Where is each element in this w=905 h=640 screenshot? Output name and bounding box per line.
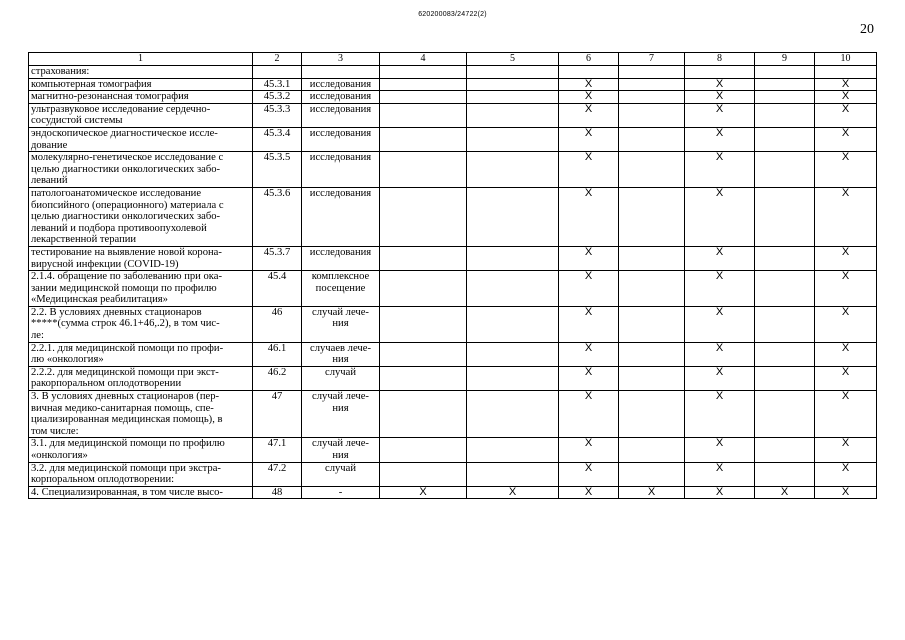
row-label-cell xyxy=(29,342,253,366)
value-cell xyxy=(619,246,685,270)
value-cell xyxy=(619,187,685,246)
value-cell: X xyxy=(559,438,619,462)
cell-text-line: целью диагностики онкологических забо- xyxy=(31,211,221,223)
row-label-cell xyxy=(29,246,253,270)
unit-cell xyxy=(302,152,380,188)
value-cell: X xyxy=(815,462,877,486)
table-row xyxy=(29,103,877,127)
cell-text-line: страхования: xyxy=(31,66,90,77)
value-cell: X xyxy=(467,486,559,499)
value-cell xyxy=(755,127,815,151)
table-row xyxy=(29,342,877,366)
value-cell xyxy=(685,66,755,79)
value-cell xyxy=(619,342,685,366)
cell-text-line: лекарственной терапии xyxy=(31,234,137,246)
value-cell: X xyxy=(559,152,619,188)
value-cell: X xyxy=(559,342,619,366)
value-cell xyxy=(755,391,815,438)
cell-text-line: молекулярно-генетическое исследование с xyxy=(31,152,224,164)
cell-text-line: 2.2. В условиях дневных стационаров xyxy=(31,306,202,318)
cell-text-line: исследования xyxy=(309,78,372,90)
value-cell xyxy=(467,103,559,127)
row-number-cell: 45.4 xyxy=(253,271,302,307)
value-cell xyxy=(467,306,559,342)
cell-text-line: целью диагностики онкологических забо- xyxy=(31,163,221,175)
table-row xyxy=(29,306,877,342)
row-number-cell: 47 xyxy=(253,391,302,438)
value-cell xyxy=(467,271,559,307)
cell-text-line: леваний xyxy=(31,175,68,187)
row-label-cell xyxy=(29,486,253,499)
cell-text-line: исследования xyxy=(309,152,372,164)
value-cell xyxy=(467,78,559,91)
table-row xyxy=(29,246,877,270)
cell-text-line: случай xyxy=(325,366,356,378)
value-cell: X xyxy=(755,486,815,499)
table-row xyxy=(29,187,877,246)
value-cell: X xyxy=(685,438,755,462)
row-number-cell: 45.3.1 xyxy=(253,78,302,91)
value-cell xyxy=(467,391,559,438)
cell-text-line: том числе: xyxy=(31,425,79,437)
row-label-cell xyxy=(29,391,253,438)
row-label-cell xyxy=(29,462,253,486)
column-header: 3 xyxy=(302,53,380,66)
value-cell xyxy=(619,66,685,79)
value-cell xyxy=(380,306,467,342)
value-cell xyxy=(380,462,467,486)
value-cell: X xyxy=(685,152,755,188)
cell-text-line: вирусной инфекции (COVID-19) xyxy=(31,258,179,270)
unit-cell xyxy=(302,462,380,486)
value-cell xyxy=(467,187,559,246)
value-cell xyxy=(380,366,467,390)
value-cell xyxy=(380,246,467,270)
value-cell: X xyxy=(685,486,755,499)
value-cell: X xyxy=(685,271,755,307)
unit-cell xyxy=(302,271,380,307)
unit-cell xyxy=(302,486,380,499)
row-label-cell xyxy=(29,306,253,342)
value-cell: X xyxy=(815,187,877,246)
unit-cell xyxy=(302,91,380,104)
value-cell: X xyxy=(815,246,877,270)
cell-text-line: компьютерная томография xyxy=(31,78,152,90)
row-label-cell xyxy=(29,91,253,104)
row-number-cell: 45.3.2 xyxy=(253,91,302,104)
table-row xyxy=(29,127,877,151)
row-label-cell xyxy=(29,438,253,462)
column-header: 4 xyxy=(380,53,467,66)
cell-text-line: ле: xyxy=(31,330,44,342)
cell-text-line: дование xyxy=(31,139,68,151)
table-row xyxy=(29,366,877,390)
unit-cell xyxy=(302,366,380,390)
value-cell xyxy=(755,187,815,246)
value-cell: X xyxy=(559,306,619,342)
cell-text-line: ния xyxy=(332,450,349,461)
value-cell: X xyxy=(685,127,755,151)
value-cell xyxy=(380,152,467,188)
value-cell xyxy=(619,438,685,462)
cell-text-line: магнитно-резонансная томография xyxy=(31,91,189,103)
row-label-cell xyxy=(29,187,253,246)
value-cell: X xyxy=(685,462,755,486)
cell-text-line: 2.1.4. обращение по заболеванию при ока- xyxy=(31,271,223,283)
value-cell xyxy=(380,438,467,462)
cell-text-line: 3. В условиях дневных стационаров (пер- xyxy=(31,391,220,403)
value-cell: X xyxy=(559,127,619,151)
table-row xyxy=(29,438,877,462)
value-cell xyxy=(619,306,685,342)
value-cell xyxy=(559,66,619,79)
cell-text-line: ния xyxy=(332,402,349,414)
cell-text-line: «онкология» xyxy=(31,450,88,461)
unit-cell xyxy=(302,187,380,246)
cell-text-line: 2.2.2. для медицинской помощи при экст- xyxy=(31,366,219,378)
unit-cell xyxy=(302,66,380,79)
value-cell: X xyxy=(685,366,755,390)
value-cell xyxy=(619,103,685,127)
value-cell: X xyxy=(815,438,877,462)
unit-cell xyxy=(302,246,380,270)
row-number-cell: 45.3.4 xyxy=(253,127,302,151)
value-cell: X xyxy=(559,187,619,246)
cell-text-line: случай xyxy=(325,462,356,474)
column-header: 6 xyxy=(559,53,619,66)
unit-cell xyxy=(302,103,380,127)
value-cell: X xyxy=(815,486,877,499)
row-number-cell: 46.2 xyxy=(253,366,302,390)
column-header: 9 xyxy=(755,53,815,66)
value-cell xyxy=(755,246,815,270)
value-cell xyxy=(755,342,815,366)
cell-text-line: 2.2.1. для медицинской помощи по профи- xyxy=(31,342,224,354)
cell-text-line: тестирование на выявление новой корона- xyxy=(31,246,222,258)
document-id: 620200083/24722(2) xyxy=(418,11,487,18)
unit-cell xyxy=(302,438,380,462)
value-cell xyxy=(755,306,815,342)
row-number-cell: 45.3.3 xyxy=(253,103,302,127)
cell-text-line: корпоральном оплодотворении: xyxy=(31,474,175,486)
row-number-cell: 46 xyxy=(253,306,302,342)
row-label-cell xyxy=(29,78,253,91)
value-cell: X xyxy=(815,366,877,390)
value-cell: X xyxy=(559,462,619,486)
row-label-cell xyxy=(29,127,253,151)
cell-text-line: комплексное xyxy=(311,271,370,283)
value-cell: X xyxy=(559,103,619,127)
value-cell: X xyxy=(685,187,755,246)
column-header: 10 xyxy=(815,53,877,66)
value-cell xyxy=(380,91,467,104)
value-cell: X xyxy=(815,342,877,366)
value-cell xyxy=(619,391,685,438)
value-cell xyxy=(619,127,685,151)
unit-cell xyxy=(302,391,380,438)
value-cell xyxy=(380,391,467,438)
table-row xyxy=(29,271,877,307)
row-number-cell: 45.3.7 xyxy=(253,246,302,270)
row-label-cell xyxy=(29,103,253,127)
cell-text-line: исследования xyxy=(309,91,372,103)
value-cell: X xyxy=(815,271,877,307)
value-cell: X xyxy=(815,127,877,151)
cell-text-line: циализированная медицинская помощь), в xyxy=(31,414,223,426)
row-number-cell: 47.1 xyxy=(253,438,302,462)
value-cell xyxy=(755,462,815,486)
table-row xyxy=(29,66,877,79)
row-number-cell: 45.3.6 xyxy=(253,187,302,246)
cell-text-line: 4. Специализированная, в том числе высо- xyxy=(31,486,223,498)
cell-text-line: вичная медико-санитарная помощь, спе- xyxy=(31,402,214,414)
value-cell xyxy=(380,271,467,307)
cell-text-line: ния xyxy=(332,318,349,330)
value-cell xyxy=(467,366,559,390)
value-cell: X xyxy=(559,366,619,390)
value-cell xyxy=(619,271,685,307)
value-cell xyxy=(467,342,559,366)
unit-cell xyxy=(302,78,380,91)
cell-text-line: 3.2. для медицинской помощи при экстра- xyxy=(31,462,221,474)
value-cell: X xyxy=(559,91,619,104)
value-cell xyxy=(755,152,815,188)
cell-text-line: «Медицинская реабилитация» xyxy=(31,294,168,306)
value-cell: X xyxy=(685,391,755,438)
value-cell: X xyxy=(685,306,755,342)
value-cell xyxy=(467,66,559,79)
value-cell: X xyxy=(815,103,877,127)
table-row xyxy=(29,462,877,486)
cell-text-line: ультразвуковое исследование сердечно- xyxy=(31,103,211,115)
value-cell: X xyxy=(559,486,619,499)
row-label-cell xyxy=(29,66,253,79)
value-cell: X xyxy=(685,78,755,91)
unit-cell xyxy=(302,342,380,366)
value-cell xyxy=(467,91,559,104)
value-cell: X xyxy=(685,103,755,127)
row-number-cell: 47.2 xyxy=(253,462,302,486)
value-cell xyxy=(619,366,685,390)
value-cell xyxy=(380,342,467,366)
cell-text-line: случай лече- xyxy=(312,438,369,450)
row-number-cell: 46.1 xyxy=(253,342,302,366)
value-cell: X xyxy=(619,486,685,499)
value-cell xyxy=(380,103,467,127)
column-header: 7 xyxy=(619,53,685,66)
cell-text-line: биопсийного (операционного) материала с xyxy=(31,199,224,211)
row-label-cell xyxy=(29,366,253,390)
cell-text-line: случай лече- xyxy=(312,306,369,318)
cell-text-line: эндоскопическое диагностическое иссле- xyxy=(31,127,218,139)
value-cell: X xyxy=(815,91,877,104)
value-cell xyxy=(755,271,815,307)
cell-text-line: ния xyxy=(332,354,349,366)
value-cell xyxy=(755,91,815,104)
table-row xyxy=(29,78,877,91)
value-cell xyxy=(755,366,815,390)
value-cell: X xyxy=(559,271,619,307)
cell-text-line: посещение xyxy=(315,282,366,294)
value-cell xyxy=(755,103,815,127)
column-header: 2 xyxy=(253,53,302,66)
value-cell xyxy=(815,66,877,79)
value-cell xyxy=(380,78,467,91)
cell-text-line: зании медицинской помощи по профилю xyxy=(31,282,217,294)
value-cell xyxy=(380,187,467,246)
cell-text-line: исследования xyxy=(309,187,372,199)
cell-text-line: случай лече- xyxy=(312,391,369,403)
row-number-cell xyxy=(253,66,302,79)
table-row xyxy=(29,391,877,438)
table-row xyxy=(29,91,877,104)
column-header: 8 xyxy=(685,53,755,66)
cell-text-line: патологоанатомическое исследование xyxy=(31,187,202,199)
value-cell xyxy=(467,127,559,151)
cell-text-line: исследования xyxy=(309,246,372,258)
value-cell xyxy=(467,246,559,270)
value-cell: X xyxy=(815,78,877,91)
value-cell xyxy=(619,91,685,104)
value-cell xyxy=(467,152,559,188)
cell-text-line: леваний и подбора противоопухолевой xyxy=(31,222,207,234)
table-row xyxy=(29,152,877,188)
column-header: 1 xyxy=(29,53,253,66)
cell-text-line: исследования xyxy=(309,127,372,139)
row-label-cell xyxy=(29,152,253,188)
cell-text-line: ракорпоральном оплодотворении xyxy=(31,378,182,390)
value-cell xyxy=(755,66,815,79)
table-row xyxy=(29,486,877,499)
value-cell: X xyxy=(815,391,877,438)
unit-cell xyxy=(302,306,380,342)
cell-text-line: 3.1. для медицинской помощи по профилю xyxy=(31,438,225,450)
cell-text-line: исследования xyxy=(309,103,372,115)
value-cell: X xyxy=(559,78,619,91)
cell-text-line: сосудистой системы xyxy=(31,115,123,127)
value-cell xyxy=(467,438,559,462)
value-cell: X xyxy=(685,246,755,270)
cell-text-line: лю «онкология» xyxy=(31,354,104,366)
row-label-cell xyxy=(29,271,253,307)
cell-text-line: случаев лече- xyxy=(310,342,371,354)
value-cell: X xyxy=(380,486,467,499)
row-number-cell: 48 xyxy=(253,486,302,499)
value-cell: X xyxy=(815,152,877,188)
value-cell: X xyxy=(559,246,619,270)
value-cell xyxy=(619,462,685,486)
value-cell: X xyxy=(685,342,755,366)
value-cell xyxy=(619,152,685,188)
value-cell: X xyxy=(559,391,619,438)
value-cell xyxy=(380,66,467,79)
value-cell: X xyxy=(685,91,755,104)
cell-text-line: - xyxy=(338,486,343,498)
value-cell xyxy=(380,127,467,151)
value-cell xyxy=(755,78,815,91)
page-number: 20 xyxy=(860,22,874,37)
cell-text-line: *****(сумма строк 46.1+46,.2), в том чис- xyxy=(31,318,220,330)
row-number-cell: 45.3.5 xyxy=(253,152,302,188)
unit-cell xyxy=(302,127,380,151)
value-cell xyxy=(467,462,559,486)
column-header: 5 xyxy=(467,53,559,66)
header-row xyxy=(29,53,877,66)
value-cell xyxy=(619,78,685,91)
value-cell xyxy=(755,438,815,462)
value-cell: X xyxy=(815,306,877,342)
data-table xyxy=(28,52,877,499)
